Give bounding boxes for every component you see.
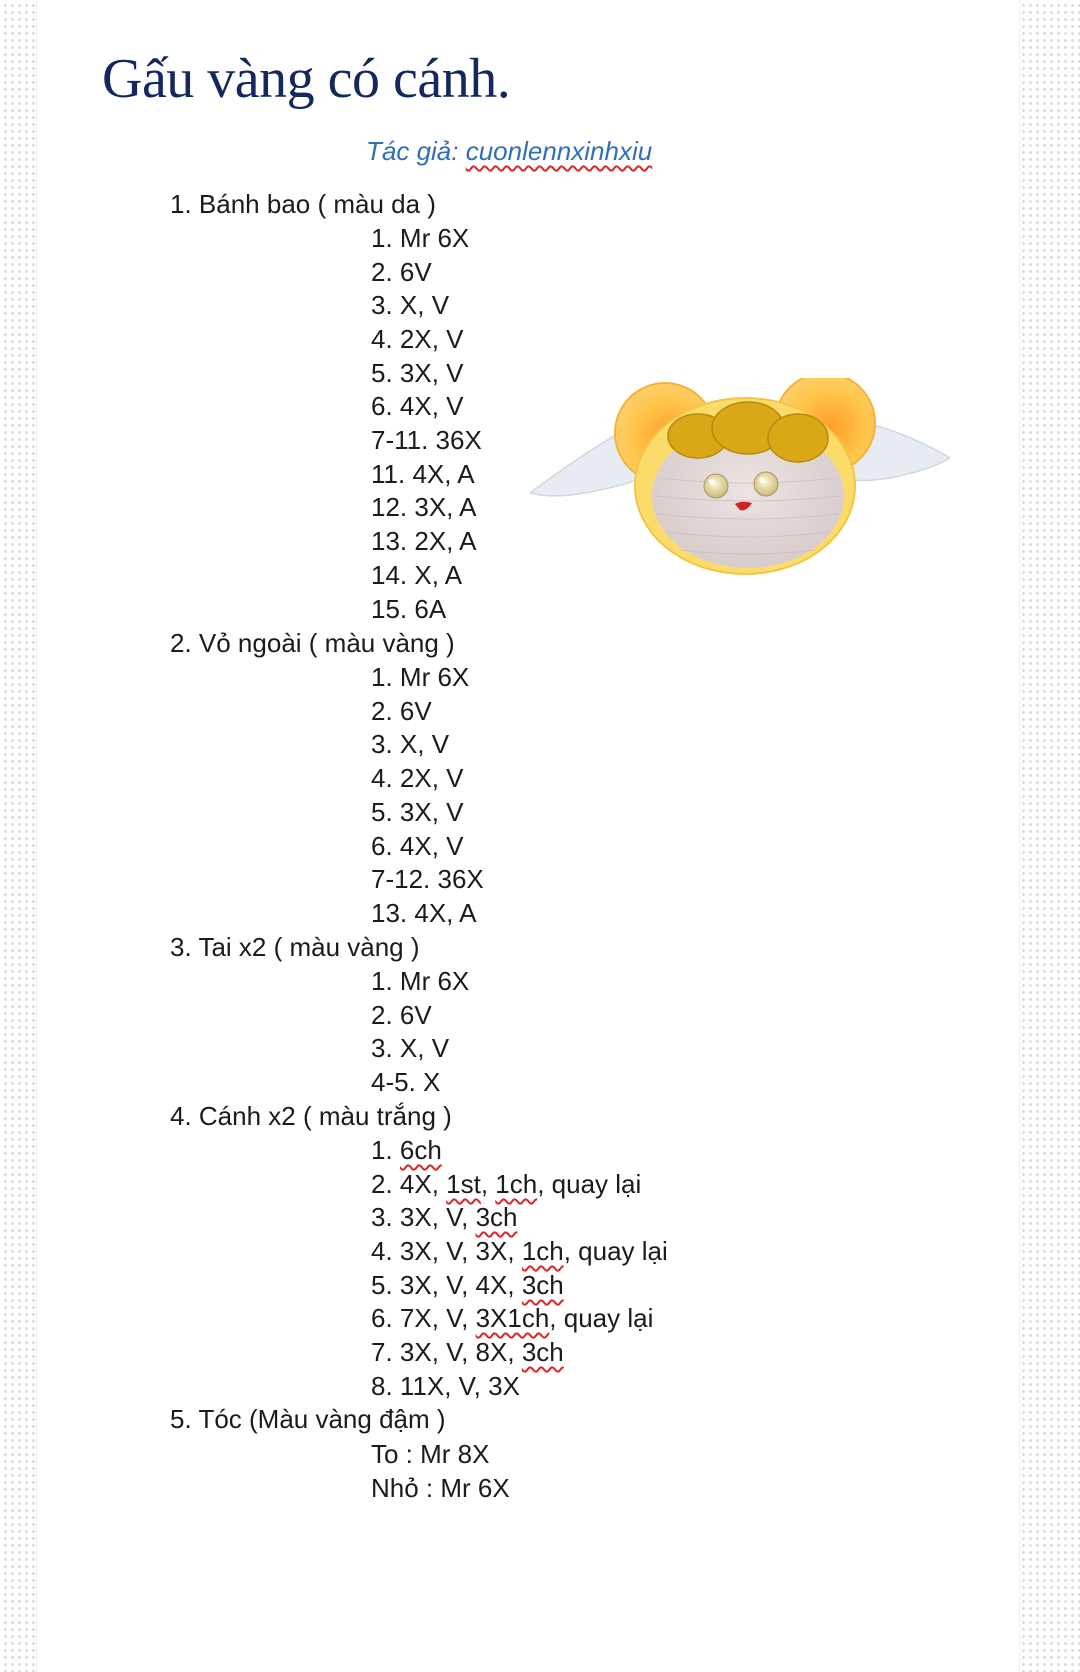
spellcheck-word: 6ch [399,1135,442,1165]
list-item: 6. 4X, V [371,391,464,421]
list-item [371,1200,517,1235]
list-item: 7-12. 36X [371,864,484,894]
list-item: 2. 6V [371,696,432,726]
list-item: 12. 3X, A [371,492,477,522]
spellcheck-word: 3ch [521,1270,564,1300]
list-item: 2. 6V [371,1000,432,1030]
section-heading-tai: 3. Tai x2 ( màu vàng ) [170,932,420,962]
list-item: 5. 3X, V [371,358,464,388]
author-label: Tác giả: [366,136,466,166]
spellcheck-word: 3X1ch [475,1303,550,1333]
spellcheck-word: 1st [446,1169,481,1199]
row-text: , [480,1169,496,1199]
page-margin-left [0,0,36,1672]
row-text: , quay lại [563,1236,668,1266]
list-item: 13. 4X, A [371,898,477,928]
spellcheck-word: 3ch [475,1202,518,1232]
list-item: To : Mr 8X [371,1439,490,1469]
row-text: , quay lại [537,1169,642,1199]
row-text: , quay lại [549,1303,654,1333]
list-item: 3. X, V [371,729,450,759]
row-text: 8. 11X, V, 3X [371,1371,520,1401]
row-text: 1. [371,1135,400,1165]
list-item: 3. X, V [371,1033,450,1063]
row-text: 3. 3X, V, [371,1202,476,1232]
spellcheck-word: 3ch [521,1337,564,1367]
spellcheck-word: 1ch [495,1169,538,1199]
list-item: 11. 4X, A [371,459,475,489]
list-item: 1. Mr 6X [371,223,470,253]
list-item: 4. 2X, V [371,763,464,793]
list-item: 6. 4X, V [371,831,464,861]
list-item [371,1133,442,1168]
crochet-bear-photo [530,378,950,578]
section-heading-canh: 4. Cánh x2 ( màu trắng ) [170,1101,452,1131]
list-item: 7-11. 36X [371,425,482,455]
section-heading-toc: 5. Tóc (Màu vàng đậm ) [170,1404,446,1434]
list-item: 1. Mr 6X [371,966,470,996]
page-margin-right [1018,0,1080,1672]
document-title: Gấu vàng có cánh. [102,48,511,110]
list-item: 5. 3X, V [371,797,464,827]
list-item: 2. 6V [371,257,432,287]
spellcheck-word: 1ch [521,1236,564,1266]
author-name: cuonlennxinhxiu [465,136,653,166]
list-item [371,1369,520,1404]
list-item: 14. X, A [371,560,463,590]
list-item: 1. Mr 6X [371,662,470,692]
list-item [371,1301,653,1336]
list-item: 15. 6A [371,594,447,624]
eye-left [704,474,728,498]
author-line [366,134,652,168]
list-item [371,1335,564,1370]
list-item [371,1234,668,1269]
eye-right [754,472,778,496]
list-item [371,1167,641,1202]
list-item [371,1268,564,1303]
section-heading-vo-ngoai: 2. Vỏ ngoài ( màu vàng ) [170,628,455,658]
list-item: Nhỏ : Mr 6X [371,1473,510,1503]
row-text: 6. 7X, V, [371,1303,476,1333]
row-text: 2. 4X, [371,1169,447,1199]
list-item: 4-5. X [371,1067,441,1097]
row-text: 4. 3X, V, 3X, [371,1236,522,1266]
list-item: 3. X, V [371,290,450,320]
list-item: 4. 2X, V [371,324,464,354]
list-item: 13. 2X, A [371,526,477,556]
row-text: 5. 3X, V, 4X, [371,1270,522,1300]
row-text: 7. 3X, V, 8X, [371,1337,522,1367]
section-heading-banh-bao: 1. Bánh bao ( màu da ) [170,189,436,219]
